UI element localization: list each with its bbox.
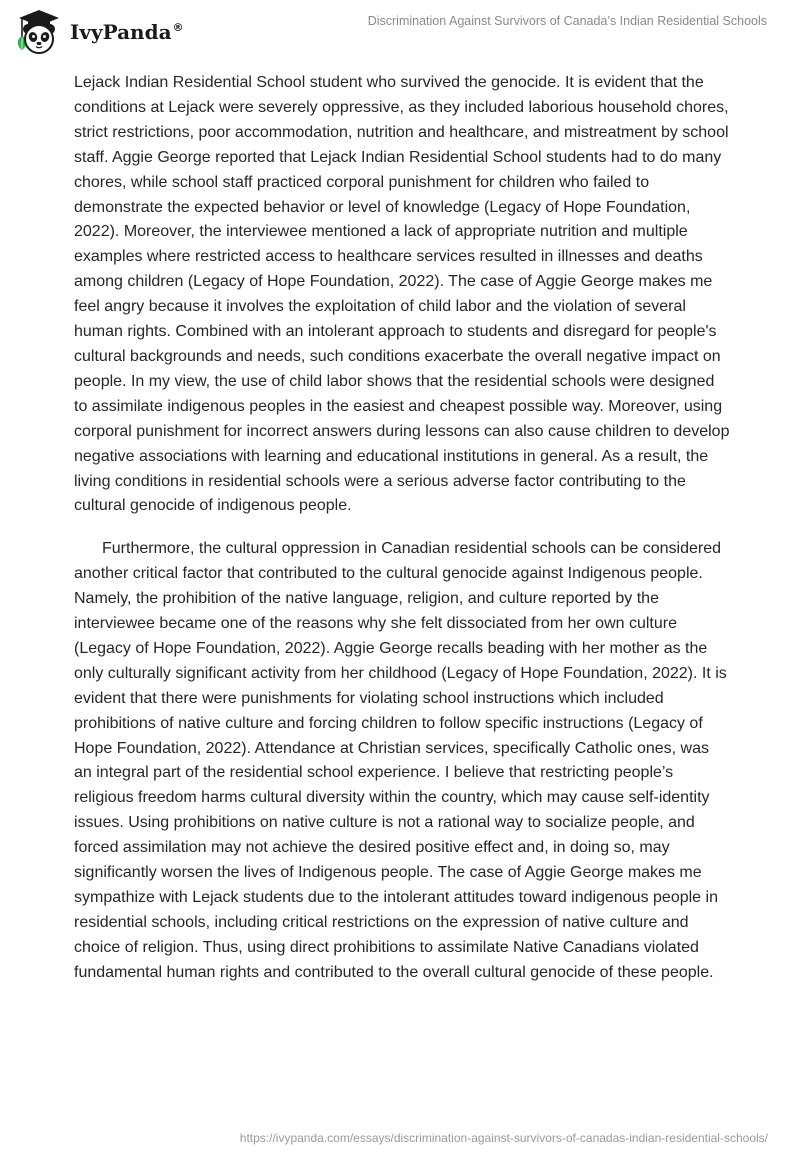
brand-name xyxy=(70,20,184,44)
panda-graduate-icon xyxy=(14,7,64,57)
paragraph-2: Furthermore, the cultural oppression in Canadian residential schools can be considered another critical factor that contributed to the cultural genocide against Indigenous people. Namely, the prohibition of the native language, religion, and culture reported by the interviewee became one of the reasons why she felt dissociated from her own culture (Legacy of Hope Foundation, 2022). Aggie George recalls beading with her mother as the only culturally significant activity from her childhood (Legacy of Hope Foundation, 2022). It is evident that there were punishments for violating school instructions which included prohibitions of native culture and forcing children to follow specific instructions (Legacy of Hope Foundation, 2022). Attendance at Christian services, specifically Catholic ones, was an integral part of the residential school experience. I believe that restricting people’s religious freedom harms cultural diversity within the country, which may cause self-identity issues. Using prohibitions on native culture is not a rational way to socialize people, and forced assimilation may not achieve the desired positive effect and, in doing so, may significantly worsen the lives of Indigenous people. The case of Aggie George makes me sympathize with Lejack students due to the intolerant attitudes toward indigenous people in residential schools, including critical restrictions on the expression of native culture and choice of religion. Thus, using direct prohibitions to assimilate Native Canadians violated fundamental human rights and contributed to the overall cultural genocide of these people. xyxy=(74,540,727,981)
registered-mark: ® xyxy=(172,21,184,35)
ivypanda-logo[interactable] xyxy=(14,7,184,57)
essay-body xyxy=(74,71,730,986)
paragraph-1: Lejack Indian Residential School student who survived the genocide. It is evident that the conditions at Lejack were severely oppressive, as they included laborious household chores, strict restrictions, poor accommodation, nutrition and healthcare, and mistreatment by school staff. Aggie George reported that Lejack Indian Residential School students had to do many chores, while school staff practiced corporal punishment for children who failed to demonstrate the expected behavior or level of knowledge (Legacy of Hope Foundation, 2022). Moreover, the interviewee mentioned a lack of appropriate nutrition and multiple examples where restricted access to healthcare services resulted in illnesses and deaths among children (Legacy of Hope Foundation, 2022). The case of Aggie George makes me feel angry because it involves the exploitation of child labor and the violation of several human rights. Combined with an intolerant approach to students and disregard for people's cultural backgrounds and needs, such conditions exacerbate the overall negative impact on people. In my view, the use of child labor shows that the residential schools were designed to assimilate indigenous peoples in the easiest and cheapest possible way. Moreover, using corporal punishment for incorrect answers during lessons can also cause children to develop negative associations with learning and educational institutions in general. As a result, the living conditions in residential schools were a serious adverse factor contributing to the cultural genocide of indigenous people. xyxy=(74,74,730,515)
page-header xyxy=(0,0,800,62)
brand-text: IvyPanda xyxy=(70,20,172,44)
document-title: Discrimination Against Survivors of Canada’s Indian Residential Schools xyxy=(367,14,767,28)
source-url-link[interactable]: https://ivypanda.com/essays/discrimination-against-survivors-of-canadas-indian-residential-schools/ xyxy=(239,1131,768,1145)
